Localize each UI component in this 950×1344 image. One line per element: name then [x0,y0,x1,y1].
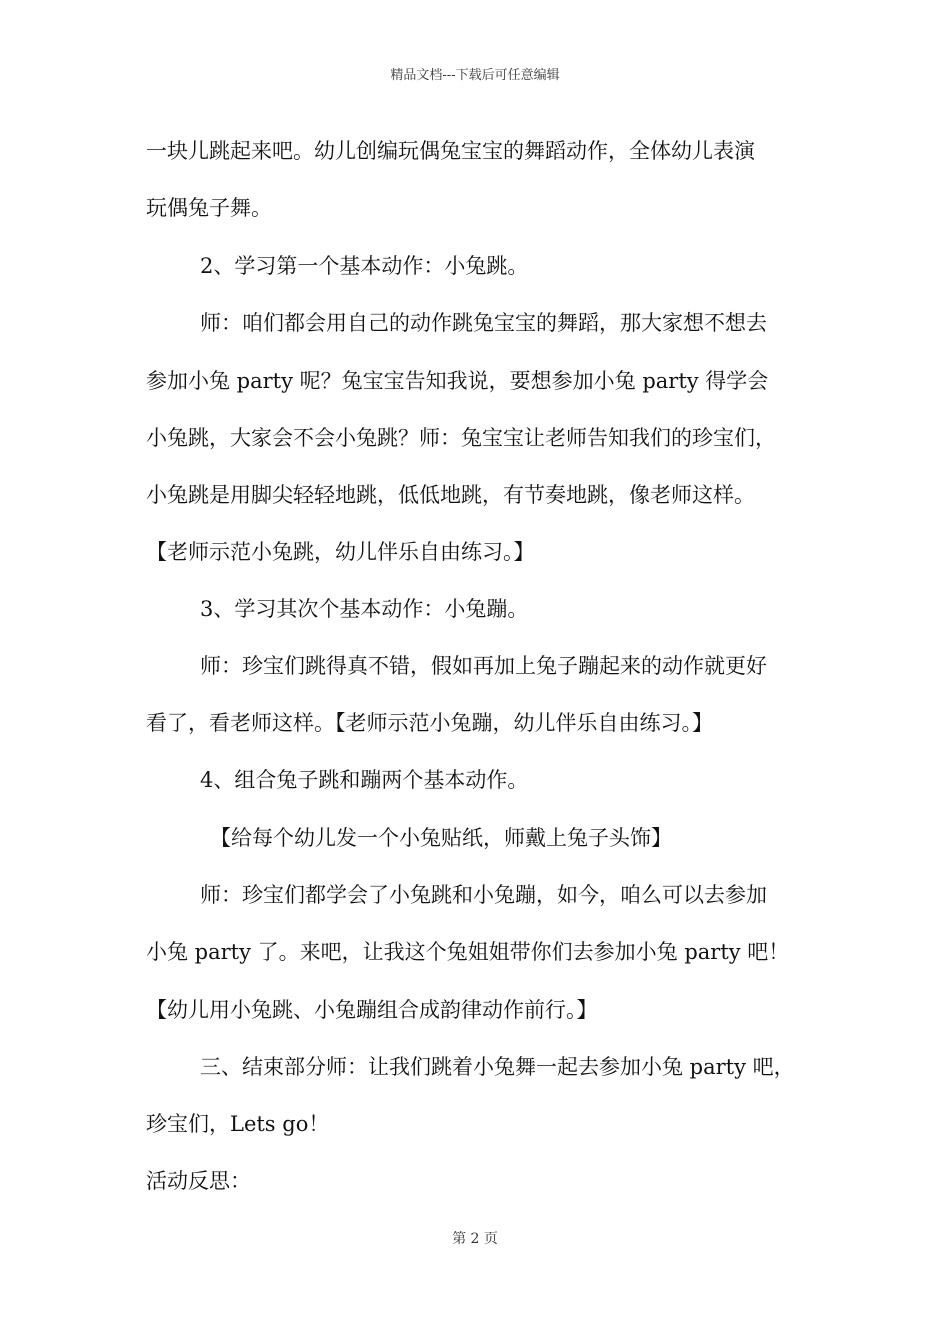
body-line-6: 小兔跳，大家会不会小兔跳？师：兔宝宝让老师告知我们的珍宝们， [146,426,776,450]
body-line-8: 【老师示范小兔跳，幼儿伴乐自由练习。】 [146,540,535,564]
body-line-5: 参加小兔 party 呢？兔宝宝告知我说，要想参加小兔 party 得学会 [146,369,769,393]
body-line-9: 3、学习其次个基本动作：小兔蹦。 [200,597,529,621]
body-line-7: 小兔跳是用脚尖轻轻地跳，低低地跳，有节奏地跳，像老师这样。 [146,483,755,507]
body-line-17: 三、结束部分师：让我们跳着小兔舞一起去参加小兔 party 吧， [200,1055,795,1079]
body-line-19: 活动反思： [146,1169,251,1193]
body-line-3: 2、学习第一个基本动作：小兔跳。 [200,254,529,278]
body-line-1: 一块儿跳起来吧。幼儿创编玩偶兔宝宝的舞蹈动作，全体幼儿表演 [146,139,755,163]
body-line-2: 玩偶兔子舞。 [146,196,272,220]
page-number: 第 2 页 [452,1231,498,1247]
body-line-12: 4、组合兔子跳和蹦两个基本动作。 [200,768,529,792]
body-line-4: 师：咱们都会用自己的动作跳兔宝宝的舞蹈，那大家想不想去 [200,311,767,335]
body-line-13: 【给每个幼儿发一个小兔贴纸，师戴上兔子头饰】 [210,826,672,850]
body-line-18: 珍宝们，Lets go！ [146,1112,330,1136]
body-line-16: 【幼儿用小兔跳、小兔蹦组合成韵律动作前行。】 [146,998,598,1022]
body-line-15: 小兔 party 了。来吧，让我这个兔姐姐带你们去参加小兔 party 吧！ [146,940,790,964]
page-header: 精品文档---下载后可任意编辑 [390,68,560,83]
body-line-14: 师：珍宝们都学会了小兔跳和小兔蹦，如今，咱么可以去参加 [200,883,767,907]
body-line-11: 看了，看老师这样。【老师示范小兔蹦，幼儿伴乐自由练习。】 [146,711,713,735]
body-line-10: 师：珍宝们跳得真不错，假如再加上兔子蹦起来的动作就更好 [200,654,767,678]
